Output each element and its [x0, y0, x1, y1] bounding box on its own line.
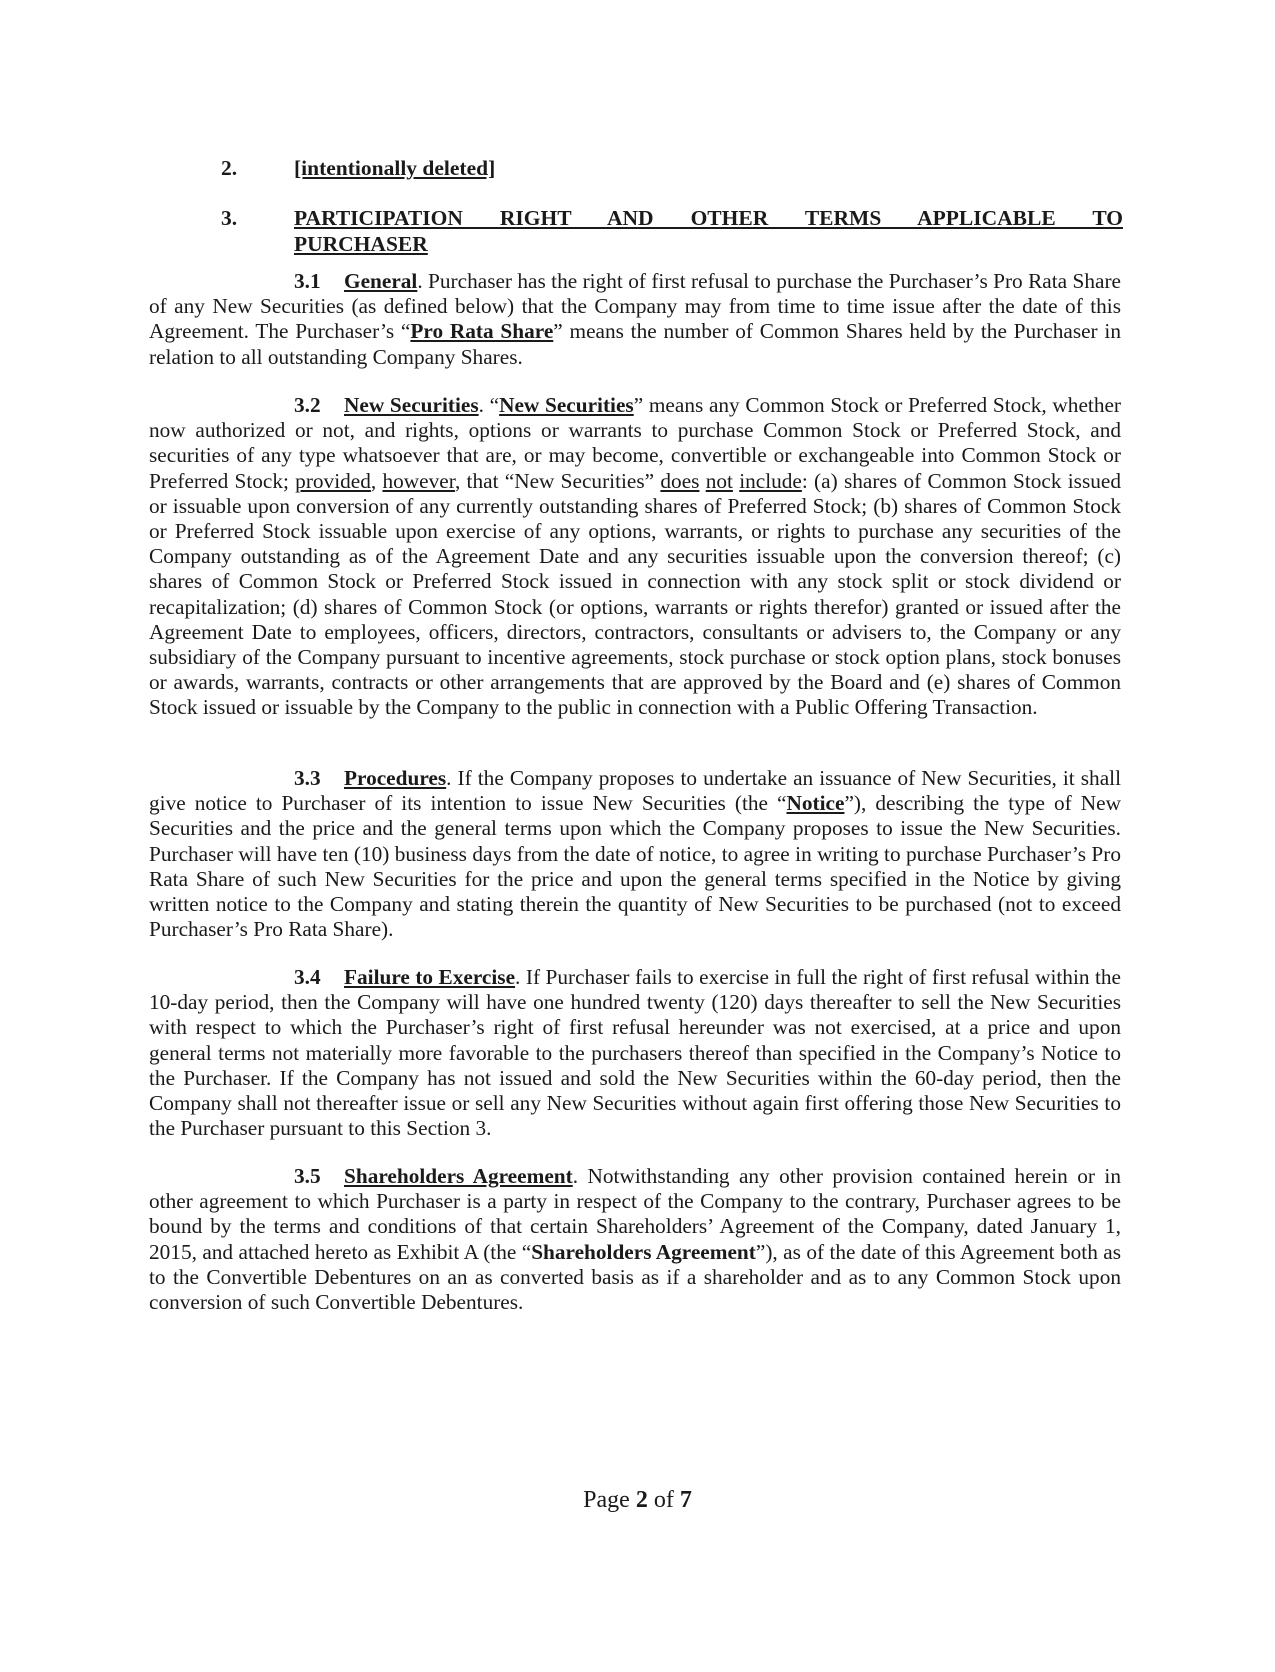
section-3-1-paragraph: [149, 269, 1121, 370]
paragraph-text: . Notwithstanding any other provision contained herein or in other agreement to which Purchaser is a party in respect of the Company to the contrary, Purchaser agrees to be bound by the terms and conditions of that certain Shareholders’ Agreement of the Company, dated January 1, 2015, and attached hereto as Exhibit A (the “: [149, 1164, 1121, 1264]
paragraph-text: . If Purchaser fails to exercise in full the right of first refusal within the 10-day period, then the Company will have one hundred twenty (120) days thereafter to sell the New Securities with respect to which the Purchaser’s right of first refusal hereunder was not exercised, at a price and upon general terms not materially more favorable to the purchasers thereof than specified in the Company’s Notice to the Purchaser. If the Company has not issued and sold the New Securities within the 60-day period, then the Company shall not thereafter issue or sell any New Securities without again first offering those New Securities to the Purchaser pursuant to this Section 3.: [149, 965, 1122, 1141]
page-number: 2: [635, 1487, 648, 1513]
paragraph-text: . Purchaser has the right of first refusal to purchase the Purchaser’s Pro Rata Share of any New Securities (as defined below) that the Company may from time to time issue after the date of this Agreement. The Purchaser’s “: [149, 269, 1121, 344]
paragraph-text: . “: [478, 393, 500, 417]
paragraph-text: ,: [370, 468, 383, 493]
section-number: 3.2: [294, 393, 321, 417]
paragraph-text: ”), as of the date of this Agreement both as to the Convertible Debentures on an as converted basis as if a shareholder and as to any Common Stock upon conversion of such Convertible Debentures.: [149, 1239, 1121, 1315]
underlined-word: not: [705, 468, 733, 493]
underlined-word: provided: [295, 468, 371, 493]
section-3-2-paragraph: [149, 393, 1121, 721]
section-number: 3.3: [294, 766, 321, 790]
paragraph-text: ”), describing the type of New Securities and the price and the general terms upon which the Company proposes to issue the New Securities. Purchaser will have ten (10) business days from the date of notice, to agree in writing to purchase Purchaser’s Pro Rata Share of such New Securities for the price and upon the general terms specified in the Notice by giving written notice to the Company and stating therein the quantity of New Securities to be purchased (not to exceed Purchaser’s Pro Rata Share).: [149, 791, 1121, 942]
paragraph-text: ” means any Common Stock or Preferred Stock, whether now authorized or not, and rights, options or warrants to purchase Common Stock or Preferred Stock, and securities of any type whatsoever that are, or may become, convertible or exchangeable into Common Stock or Preferred Stock;: [149, 393, 1122, 493]
section-3-5-paragraph: [149, 1164, 1121, 1315]
section-number: 3.5: [294, 1164, 321, 1188]
section-heading-2: [221, 155, 1121, 185]
section-3-3-paragraph: [149, 766, 1121, 942]
heading-title-line1: PARTICIPATION RIGHT AND OTHER TERMS APPLICABLE TO: [294, 206, 1123, 230]
paragraph-text: ” means the number of Common Shares held by the Purchaser in relation to all outstanding Company Shares.: [149, 319, 1121, 369]
page-of-label: of: [647, 1487, 680, 1513]
defined-term: Shareholders Agreement: [531, 1239, 756, 1264]
defined-term: Pro Rata Share: [410, 319, 554, 344]
page-label: Page: [583, 1487, 636, 1513]
section-number: 3.1: [294, 269, 321, 293]
section-title: Procedures: [344, 766, 447, 790]
heading-title: [intentionally deleted]: [294, 156, 496, 180]
section-number: 3.4: [294, 965, 321, 989]
section-title: General: [344, 269, 418, 293]
paragraph-text: , that “New Securities”: [454, 468, 661, 493]
defined-term: New Securities: [499, 393, 634, 417]
paragraph-text: : (a) shares of Common Stock issued or issuable upon conversion of any currently outstanding shares of Preferred Stock; (b) shares of Common Stock or Preferred Stock issuable upon exercise of any options, warrants, or rights to purchase any securities of the Company outstanding as of the Agreement Date and any securities issuable upon the conversion thereof; (c) shares of Common Stock or Preferred Stock issued in connection with any stock split or stock dividend or recapitalization; (d) shares of Common Stock (or options, warrants or rights therefor) granted or issued after the Agreement Date to employees, officers, directors, contractors, consultants or advisers to, the Company or any subsidiary of the Company pursuant to incentive agreements, stock purchase or stock option plans, stock bonuses or awards, warrants, contracts or other arrangements that are approved by the Board and (e) shares of Common Stock issued or issuable by the Company to the public in connection with a Public Offering Transaction.: [149, 468, 1122, 720]
paragraph-text: . If the Company proposes to undertake an issuance of New Securities, it shall give notice to Purchaser of its intention to issue New Securities (the “: [149, 766, 1121, 816]
heading-number: 3.: [221, 206, 238, 230]
underlined-word: include: [739, 468, 802, 493]
section-title: New Securities: [344, 393, 479, 417]
underlined-word: however: [382, 468, 455, 493]
defined-term: Notice: [786, 791, 845, 816]
heading-number: 2.: [221, 156, 238, 180]
underlined-word: does: [660, 468, 700, 493]
section-title: Failure to Exercise: [344, 965, 516, 989]
page-total: 7: [679, 1487, 692, 1513]
section-3-4-paragraph: [149, 965, 1121, 1141]
page-footer: [0, 1485, 1275, 1515]
section-title: Shareholders Agreement: [344, 1164, 573, 1188]
heading-title-line2: PURCHASER: [294, 232, 428, 256]
section-heading-3: [221, 205, 1121, 261]
